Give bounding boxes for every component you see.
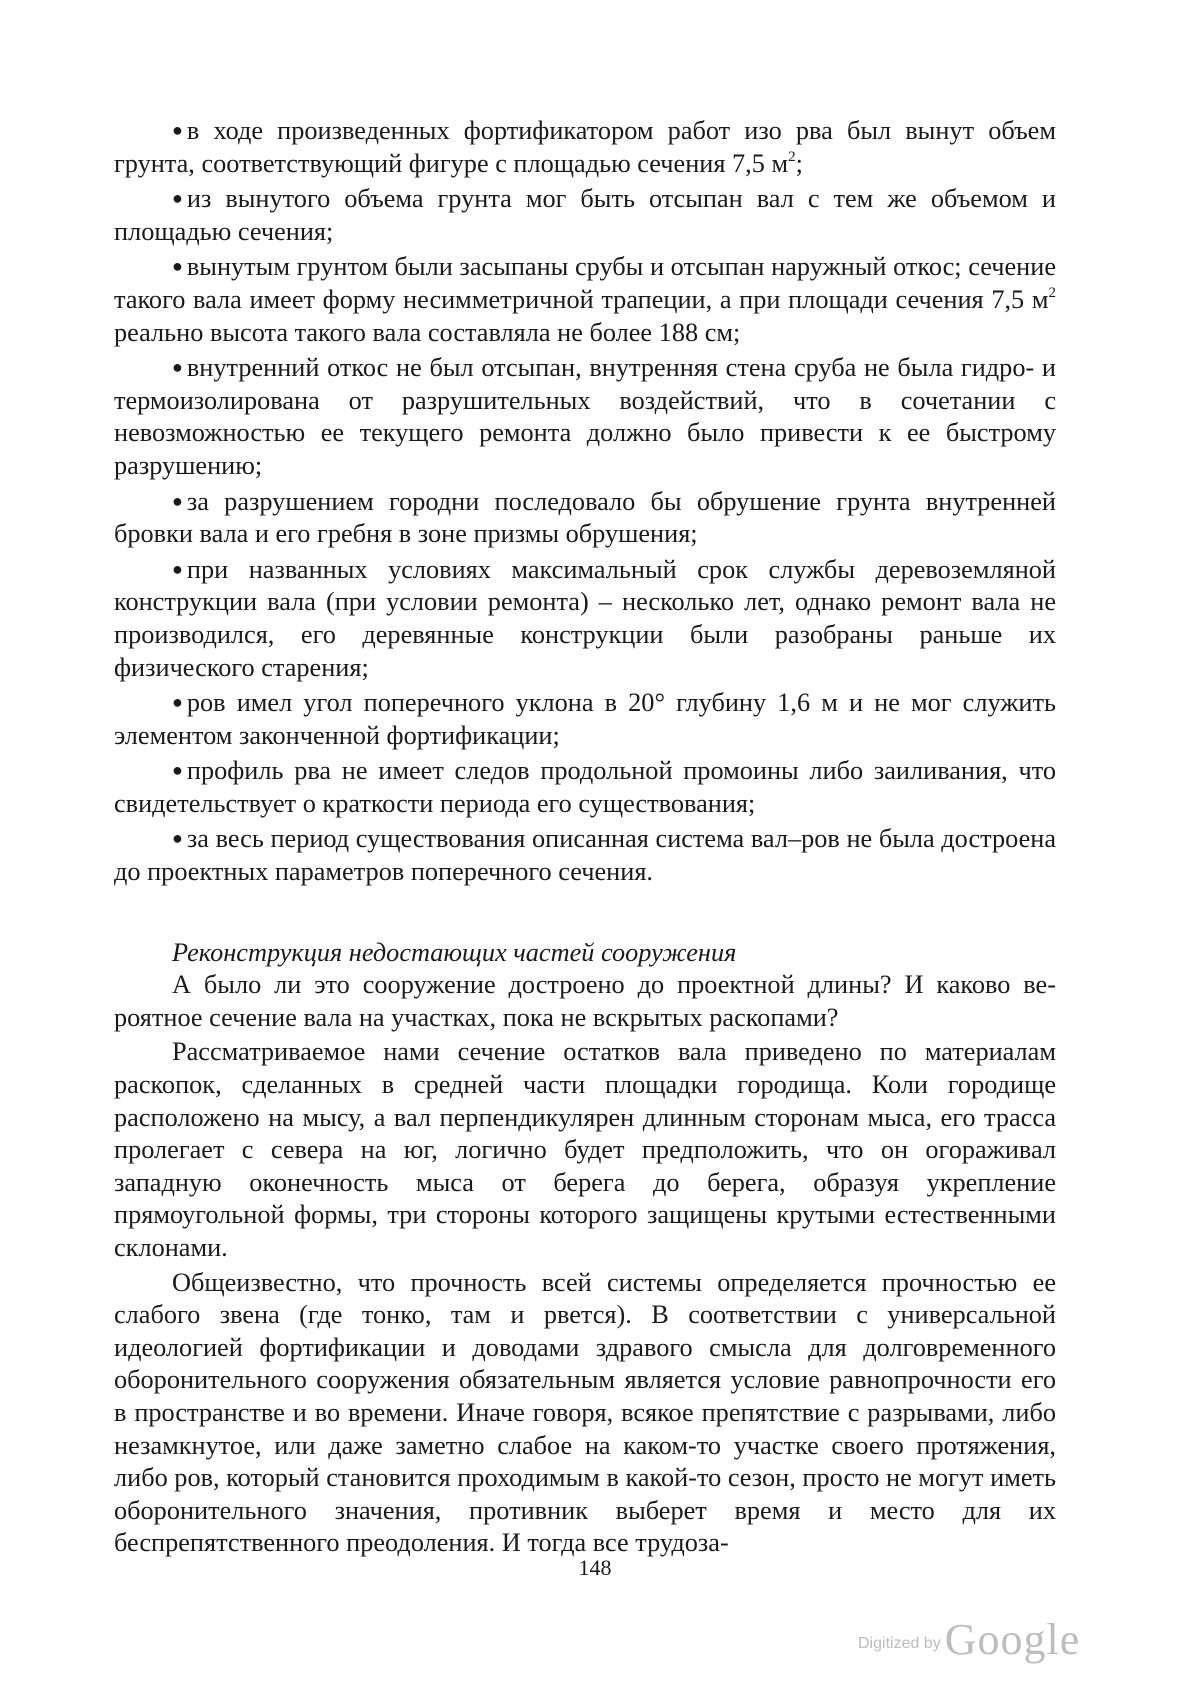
bullet-icon: ● [172, 828, 183, 849]
bullet-text: за разрушением городни последовало бы обрушение грунта внутренней бровки вала и его гребня в зоне призмы обрушения; [114, 486, 1056, 549]
bullet-item [114, 553, 1056, 684]
section-heading: Реконструкция недостающих частей сооружения [172, 937, 737, 967]
paragraph: Общеизвестно, что прочность всей системы определяется прочностью ее слабого звена (где тонко, там и рвется). В соответствии с универсальной идеологией фортификации и доводами здравого смысла для долговременного оборонительного сооружения обязательным является условие равнопрочности его в пространстве и во времени. Иначе говоря, всякое препятствие с разрывами, либо незамкнутое, или даже заметно слабое на каком-то участке своего протяжения, либо ров, который становится проходимым в какой-то сезон, просто не могут иметь оборонительного значения, противник выберет время и место для их беспрепятственного преодоления. И тогда все трудоза- [114, 1267, 1056, 1558]
bullet-item [114, 250, 1056, 349]
bullet-item [114, 822, 1056, 888]
bullet-icon: ● [172, 120, 183, 140]
bullet-text: вынутым грунтом были засыпаны срубы и отсыпан наружный откос; сечение такого вала имеет форму несимметричной трапеции, а при площади сечения 7,5 м [114, 252, 1056, 314]
bullet-icon: ● [172, 692, 183, 713]
bullet-text: в ходе произведенных фортификатором работ изо рва был вынут объем грунта, соответствующий фигуре с площадью сечения 7,5 м [114, 116, 1056, 178]
bullet-item [114, 114, 1056, 180]
bullet-text-tail: ; [795, 148, 803, 178]
bullet-icon: ● [172, 357, 183, 378]
paragraph: А было ли это сооружение достроено до проектной длины? И каково вероятное сечение вала на участках, пока не вскрытых раскопами? [114, 970, 1056, 1032]
bullet-text: при названных условиях максимальный срок службы деревоземляной конструкции вала (при условии ремонта) – несколько лет, однако ремонт вала не производился, его деревянные конструкции были разобраны раньше их физического старения; [114, 554, 1056, 682]
bullet-item [114, 182, 1056, 248]
google-logo: Google [944, 1615, 1081, 1664]
page-number: 148 [578, 1555, 612, 1580]
page-body [114, 114, 1056, 1562]
bullet-icon: ● [172, 256, 183, 277]
superscript: 2 [788, 148, 796, 165]
superscript: 2 [1048, 284, 1056, 301]
bullet-item [114, 485, 1056, 551]
bullet-text-tail: реально высота такого вала составляла не более 188 см; [114, 317, 741, 347]
bullet-text: профиль рва не имеет следов продольной промоины либо заиливания, что свидетельствует о краткости периода его существования; [114, 756, 1056, 818]
bullet-item [114, 754, 1056, 820]
bullet-icon: ● [172, 558, 183, 579]
bullet-item [114, 686, 1056, 752]
bullet-text: из вынутого объема грунта мог быть отсыпан вал с тем же объемом и площадью сечения; [114, 184, 1056, 246]
bullet-icon: ● [172, 760, 183, 781]
paragraph: Рассматриваемое нами сечение остатков вала приведено по материалам раскопок, сделанных в средней части площадки городища. Коли городище расположено на мысу, а вал перпендикулярен длинным сторонам мыса, его трасса пролегает с севера на юг, логично будет предположить, что он огораживал западную оконечность мыса от берега до берега, образуя укрепление прямоугольной формы, три стороны которого защищены крутыми естественными склонами. [114, 1037, 1056, 1262]
watermark-prefix: Digitized by [858, 1635, 941, 1652]
digitized-watermark [858, 1614, 1158, 1665]
bullet-item [114, 351, 1056, 482]
bullet-text: за весь период существования описанная система вал–ров не была достроена до проектных параметров поперечного сечения. [114, 824, 1056, 887]
bullet-text: ров имел угол поперечного уклона в 20° глубину 1,6 м и не мог служить элементом законченной фортификации; [114, 688, 1056, 750]
bullet-icon: ● [172, 490, 183, 511]
bullet-text: внутренний откос не был отсыпан, внутренняя стена сруба не была гидро- и термоизолирована от разрушительных воздействий, что в сочетании с невозможностью ее текущего ремонта должно было привести к ее быстрому разрушению; [114, 353, 1056, 480]
bullet-icon: ● [172, 188, 183, 209]
